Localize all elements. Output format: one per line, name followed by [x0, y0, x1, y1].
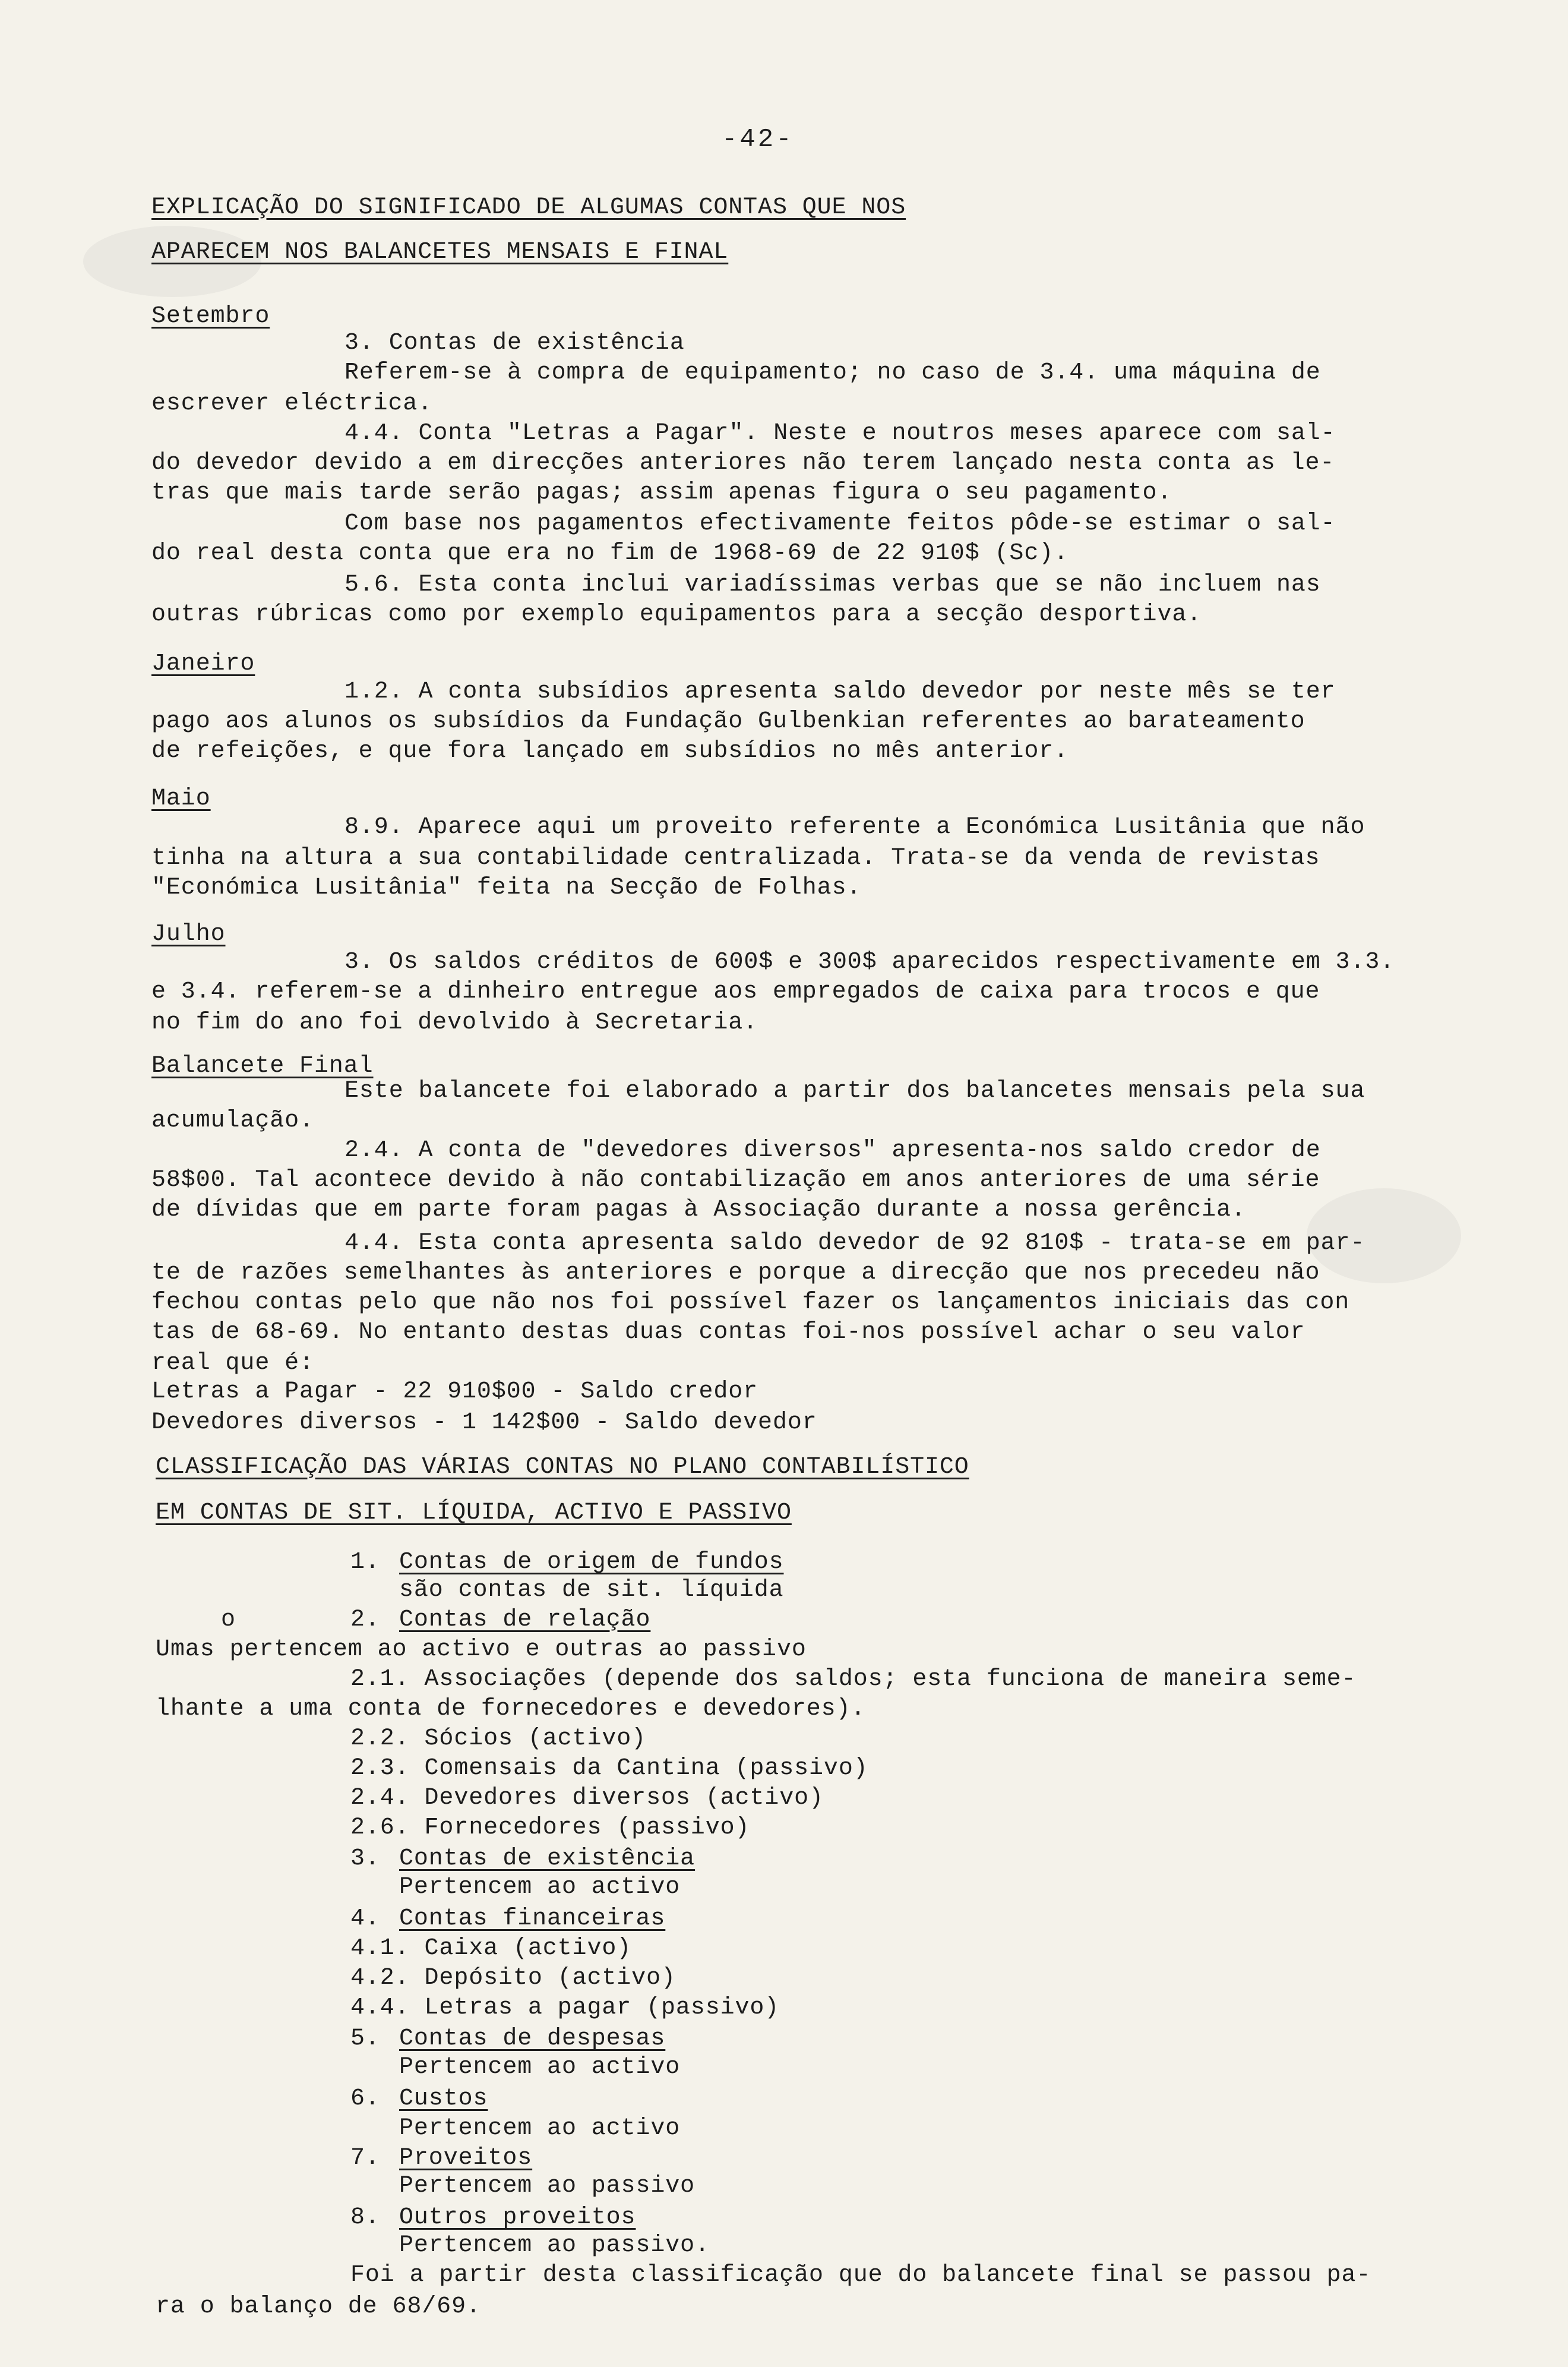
paragraph-line: e 3.4. referem-se a dinheiro entregue aos empregados de caixa para trocos e que: [151, 979, 1320, 1005]
list-number: 7.: [350, 2145, 380, 2172]
balance-line-letras: Letras a Pagar - 22 910$00 - Saldo credor: [151, 1378, 758, 1405]
paragraph-line: Este balancete foi elaborado a partir dos balancetes mensais pela sua: [344, 1078, 1365, 1104]
classification-heading-line-2: EM CONTAS DE SIT. LÍQUIDA, ACTIVO E PASSIVO: [156, 1500, 792, 1526]
list-subitem: 2.3. Comensais da Cantina (passivo): [350, 1755, 868, 1782]
section-heading-line-1: EXPLICAÇÃO DO SIGNIFICADO DE ALGUMAS CONTAS QUE NOS: [151, 194, 906, 221]
list-number: 4.: [350, 1905, 380, 1932]
paragraph-line: Com base nos pagamentos efectivamente feitos pôde-se estimar o sal-: [344, 510, 1336, 537]
list-title: Contas de origem de fundos: [399, 1549, 784, 1576]
paragraph-line: 58$00. Tal acontece devido à não contabilização em anos anteriores de uma série: [151, 1167, 1320, 1194]
list-subitem: 4.1. Caixa (activo): [350, 1935, 632, 1962]
list-title: Custos: [399, 2085, 488, 2112]
list-subitem: 2.6. Fornecedores (passivo): [350, 1814, 750, 1841]
list-number: 6.: [350, 2085, 380, 2112]
list-number: 5.: [350, 2025, 380, 2052]
paragraph-line: 2.4. A conta de "devedores diversos" apresenta-nos saldo credor de: [344, 1137, 1321, 1164]
list-title: Contas de existência: [399, 1845, 696, 1872]
list-subitem: 2.2. Sócios (activo): [350, 1725, 647, 1752]
list-subtitle: Umas pertencem ao activo e outras ao passivo: [156, 1636, 807, 1663]
classification-heading-line-1: CLASSIFICAÇÃO DAS VÁRIAS CONTAS NO PLANO CONTABILÍSTICO: [156, 1454, 969, 1481]
month-label-maio: Maio: [151, 785, 211, 812]
paragraph-line: fechou contas pelo que não nos foi possível fazer os lançamentos iniciais das con: [151, 1289, 1350, 1316]
page-number: -42-: [722, 125, 794, 154]
list-number: 8.: [350, 2204, 380, 2231]
list-number: 2.: [350, 1607, 380, 1633]
paragraph-line: 3. Os saldos créditos de 600$ e 300$ aparecidos respectivamente em 3.3.: [344, 949, 1395, 976]
paragraph-line: de refeições, e que fora lançado em subsídios no mês anterior.: [151, 738, 1069, 765]
paragraph-line: no fim do ano foi devolvido à Secretaria.: [151, 1009, 758, 1036]
paragraph-line: 8.9. Aparece aqui um proveito referente a Económica Lusitânia que não: [344, 814, 1365, 841]
list-subtitle: Pertencem ao passivo.: [399, 2232, 710, 2259]
paragraph-line: de dívidas que em parte foram pagas à Associação durante a nossa gerência.: [151, 1197, 1246, 1223]
paragraph-line: do real desta conta que era no fim de 1968-69 de 22 910$ (Sc).: [151, 540, 1069, 567]
closing-paragraph-line: Foi a partir desta classificação que do balancete final se passou pa-: [350, 2262, 1371, 2289]
list-number: 3.: [350, 1845, 380, 1872]
paragraph-line: pago aos alunos os subsídios da Fundação Gulbenkian referentes ao barateamento: [151, 708, 1305, 735]
section-heading-line-2: APARECEM NOS BALANCETES MENSAIS E FINAL: [151, 239, 729, 266]
paragraph-line: do devedor devido a em direcções anteriores não terem lançado nesta conta as le-: [151, 450, 1335, 476]
list-subtitle: Pertencem ao activo: [399, 2054, 681, 2081]
paragraph-line: te de razões semelhantes às anteriores e porque a direcção que nos precedeu não: [151, 1260, 1320, 1286]
paragraph-line: 4.4. Conta "Letras a Pagar". Neste e noutros meses aparece com sal-: [344, 420, 1336, 447]
month-label-julho: Julho: [151, 921, 226, 948]
closing-paragraph-line: ra o balanço de 68/69.: [156, 2293, 481, 2320]
paragraph-line: 3. Contas de existência: [344, 330, 685, 356]
paragraph-line: escrever eléctrica.: [151, 390, 433, 417]
list-title: Contas financeiras: [399, 1905, 666, 1932]
list-title: Contas de despesas: [399, 2025, 666, 2052]
list-title: Outros proveitos: [399, 2204, 636, 2231]
balance-line-devedores: Devedores diversos - 1 142$00 - Saldo devedor: [151, 1409, 817, 1436]
list-subtitle: Pertencem ao activo: [399, 1874, 681, 1901]
paragraph-line: 5.6. Esta conta inclui variadíssimas verbas que se não incluem nas: [344, 572, 1321, 598]
paragraph-line: acumulação.: [151, 1107, 314, 1134]
list-subitem: 2.4. Devedores diversos (activo): [350, 1785, 824, 1811]
list-subitem: lhante a uma conta de fornecedores e devedores).: [156, 1696, 866, 1722]
list-title: Proveitos: [399, 2145, 533, 2172]
list-subtitle: são contas de sit. líquida: [399, 1577, 784, 1604]
section-label-balancete-final: Balancete Final: [151, 1053, 374, 1080]
list-subtitle: Pertencem ao passivo: [399, 2173, 696, 2199]
paragraph-line: tras que mais tarde serão pagas; assim apenas figura o seu pagamento.: [151, 479, 1172, 506]
list-number: 1.: [350, 1549, 380, 1576]
list-subtitle: Pertencem ao activo: [399, 2115, 681, 2142]
list-subitem: 4.2. Depósito (activo): [350, 1965, 676, 1992]
paragraph-line: 1.2. A conta subsídios apresenta saldo devedor por neste mês se ter: [344, 678, 1336, 705]
month-label-setembro: Setembro: [151, 303, 270, 330]
month-label-janeiro: Janeiro: [151, 651, 255, 677]
paragraph-line: Referem-se à compra de equipamento; no caso de 3.4. uma máquina de: [344, 359, 1321, 386]
paragraph-line: tinha na altura a sua contabilidade centralizada. Trata-se da venda de revistas: [151, 845, 1320, 872]
paragraph-line: "Económica Lusitânia" feita na Secção de Folhas.: [151, 875, 862, 901]
paragraph-line: real que é:: [151, 1350, 314, 1377]
paragraph-line: outras rúbricas como por exemplo equipamentos para a secção desportiva.: [151, 601, 1202, 628]
paragraph-line: 4.4. Esta conta apresenta saldo devedor de 92 810$ - trata-se em par-: [344, 1230, 1365, 1257]
list-title: Contas de relação: [399, 1607, 651, 1633]
list-subitem: 4.4. Letras a pagar (passivo): [350, 1994, 780, 2021]
list-subitem: 2.1. Associações (depende dos saldos; esta funciona de maneira seme-: [350, 1666, 1357, 1693]
paragraph-line: tas de 68-69. No entanto destas duas contas foi-nos possível achar o seu valor: [151, 1319, 1305, 1346]
margin-mark: o: [221, 1607, 236, 1633]
